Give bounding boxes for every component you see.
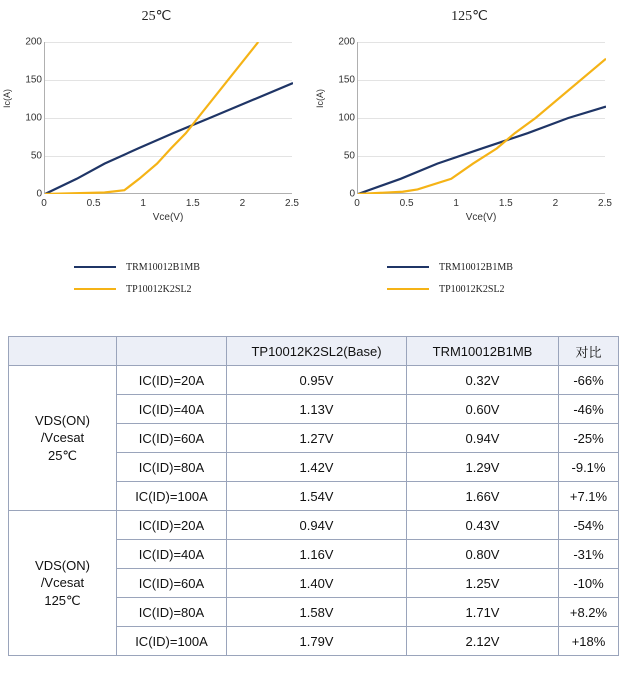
table-cell-diff: -25% [559, 424, 619, 453]
x-tick: 0 [41, 198, 47, 209]
table-cell-trm: 1.29V [407, 453, 559, 482]
legend-label: TRM10012B1MB [126, 261, 200, 273]
y-axis-label: Ic(A) [315, 89, 325, 108]
plot-area-25c [44, 42, 292, 194]
group-label-line: VDS(ON) [35, 412, 90, 428]
chart-title: 25℃ [141, 9, 172, 24]
chart-panel-125c [313, 0, 626, 310]
table-cell-diff: +8.2% [559, 598, 619, 627]
table-cell-trm: 2.12V [407, 627, 559, 656]
table-cell-condition: IC(ID)=40A [117, 540, 227, 569]
table-row [9, 511, 619, 540]
table-cell-base: 1.79V [227, 627, 407, 656]
x-tick-container [41, 198, 299, 212]
x-axis-label: Vce(V) [152, 212, 184, 223]
table-cell-trm: 0.32V [407, 366, 559, 395]
table-cell-condition: IC(ID)=100A [117, 482, 227, 511]
table-cell-condition: IC(ID)=80A [117, 453, 227, 482]
comparison-table-wrap [8, 336, 618, 656]
table-cell-condition: IC(ID)=80A [117, 598, 227, 627]
table-cell-trm: 0.60V [407, 395, 559, 424]
legend-label: TP10012K2SL2 [439, 283, 505, 295]
y-tick: 100 [338, 112, 355, 124]
group-label-line: /Vcesat [40, 430, 85, 446]
group-label-line: /Vcesat [40, 575, 85, 591]
y-tick: 0 [349, 188, 355, 200]
x-tick: 1 [140, 198, 146, 209]
y-tick: 200 [338, 36, 355, 48]
table-cell-base: 1.58V [227, 598, 407, 627]
charts-row [0, 0, 626, 310]
y-axis-label: Ic(A) [2, 89, 12, 108]
legend-swatch-icon [387, 266, 429, 268]
table-row [9, 366, 619, 395]
series-lines [358, 42, 606, 194]
table-cell-base: 0.94V [227, 511, 407, 540]
table-cell-condition: IC(ID)=20A [117, 366, 227, 395]
x-tick: 2 [552, 198, 559, 209]
table-cell-trm: 0.80V [407, 540, 559, 569]
group-label-25c [9, 366, 117, 511]
x-tick: 0.5 [399, 198, 414, 209]
table-cell-diff: -9.1% [559, 453, 619, 482]
plot-wrap [0, 28, 313, 228]
legend-item [387, 278, 626, 300]
series-lines [45, 42, 293, 194]
x-tick: 1.5 [498, 198, 513, 209]
y-tick: 150 [25, 74, 42, 86]
table-cell-diff: +7.1% [559, 482, 619, 511]
table-header-cell [9, 337, 117, 366]
chart-panel-25c [0, 0, 313, 310]
legend-swatch-icon [74, 266, 116, 268]
y-tick-container [313, 36, 355, 200]
table-cell-trm: 0.43V [407, 511, 559, 540]
table-cell-base: 1.16V [227, 540, 407, 569]
table-cell-condition: IC(ID)=40A [117, 395, 227, 424]
y-tick-container [0, 36, 42, 200]
table-header-row [9, 337, 619, 366]
table-header-cell [117, 337, 227, 366]
table-cell-diff: -10% [559, 569, 619, 598]
table-cell-condition: IC(ID)=20A [117, 511, 227, 540]
table-cell-condition: IC(ID)=100A [117, 627, 227, 656]
group-label-125c [9, 511, 117, 656]
table-cell-base: 1.54V [227, 482, 407, 511]
table-cell-diff: -54% [559, 511, 619, 540]
y-tick: 50 [30, 150, 42, 162]
table-cell-trm: 1.71V [407, 598, 559, 627]
x-axis-label: Vce(V) [465, 212, 497, 223]
table-header-cell: TRM10012B1MB [407, 337, 559, 366]
x-tick: 1 [453, 198, 459, 209]
chart-legend-125c [313, 256, 626, 300]
table-cell-diff: +18% [559, 627, 619, 656]
legend-swatch-icon [74, 288, 116, 290]
table-cell-diff: -31% [559, 540, 619, 569]
table-cell-condition: IC(ID)=60A [117, 569, 227, 598]
y-tick: 150 [338, 74, 355, 86]
x-tick: 2.5 [285, 198, 299, 209]
y-tick: 50 [343, 150, 355, 162]
x-tick-container [354, 198, 612, 212]
plot-area-125c [357, 42, 605, 194]
table-cell-trm: 0.94V [407, 424, 559, 453]
comparison-table [8, 336, 619, 656]
table-cell-base: 1.42V [227, 453, 407, 482]
x-tick: 1.5 [185, 198, 200, 209]
chart-legend-25c [0, 256, 313, 300]
y-tick: 100 [25, 112, 42, 124]
table-cell-trm: 1.25V [407, 569, 559, 598]
legend-swatch-icon [387, 288, 429, 290]
table-cell-base: 0.95V [227, 366, 407, 395]
chart-title: 125℃ [451, 9, 488, 24]
table-cell-base: 1.13V [227, 395, 407, 424]
table-cell-diff: -46% [559, 395, 619, 424]
x-tick: 2.5 [598, 198, 612, 209]
group-label-line: 125℃ [44, 592, 81, 608]
table-cell-base: 1.40V [227, 569, 407, 598]
group-label-line: VDS(ON) [35, 557, 90, 573]
table-cell-trm: 1.66V [407, 482, 559, 511]
table-cell-diff: -66% [559, 366, 619, 395]
plot-wrap [313, 28, 626, 228]
x-tick: 2 [239, 198, 246, 209]
table-cell-condition: IC(ID)=60A [117, 424, 227, 453]
table-cell-base: 1.27V [227, 424, 407, 453]
legend-item [74, 256, 313, 278]
legend-item [387, 256, 626, 278]
group-label-line: 25℃ [47, 447, 78, 463]
legend-label: TP10012K2SL2 [126, 283, 192, 295]
table-header-cell: 对比 [559, 337, 619, 366]
x-tick: 0.5 [86, 198, 101, 209]
legend-item [74, 278, 313, 300]
table-header-cell: TP10012K2SL2(Base) [227, 337, 407, 366]
legend-label: TRM10012B1MB [439, 261, 513, 273]
x-tick: 0 [354, 198, 360, 209]
y-tick: 200 [25, 36, 42, 48]
y-tick: 0 [36, 188, 42, 200]
